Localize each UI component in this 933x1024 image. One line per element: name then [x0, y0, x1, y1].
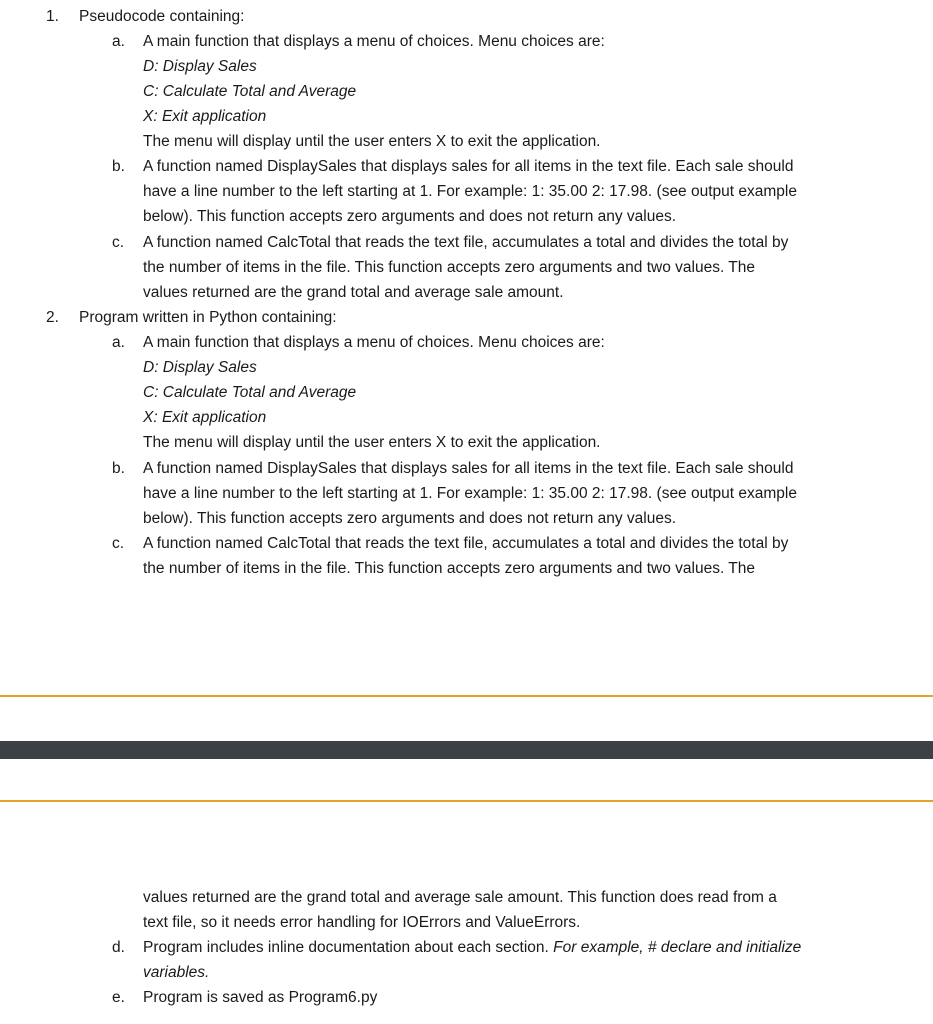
item-line: text file, so it needs error handling for IOErrors and ValueErrors.	[143, 914, 581, 931]
item-line: A function named DisplaySales that displays sales for all items in the text file. Each sale should	[143, 460, 794, 477]
item-note: The menu will display until the user enters X to exit the application.	[143, 133, 601, 150]
item-text: Program is saved as Program6.py	[143, 989, 378, 1006]
page-break-line-top	[0, 695, 933, 697]
menu-choice: C: Calculate Total and Average	[143, 83, 357, 100]
item-note: The menu will display until the user enters X to exit the application.	[143, 434, 601, 451]
item-line: have a line number to the left starting at 1. For example: 1: 35.00 2: 17.98. (see output example	[143, 485, 797, 502]
doc-requirement: Program includes inline documentation about each section.	[143, 939, 554, 956]
section-number: 1.	[46, 8, 59, 25]
item-line: A function named CalcTotal that reads the text file, accumulates a total and divides the total by	[143, 535, 789, 552]
item-text: A main function that displays a menu of choices. Menu choices are:	[143, 334, 605, 351]
page-break-bar	[0, 741, 933, 759]
page-break-line-bottom	[0, 800, 933, 802]
item-marker: b.	[112, 158, 125, 175]
item-marker: c.	[112, 234, 125, 251]
menu-choice: C: Calculate Total and Average	[143, 384, 357, 401]
section-title: Pseudocode containing:	[79, 8, 245, 25]
item-marker: b.	[112, 460, 125, 477]
item-line: below). This function accepts zero arguments and does not return any values.	[143, 208, 677, 225]
item-line: the number of items in the file. This function accepts zero arguments and two values. The	[143, 259, 756, 276]
item-line: values returned are the grand total and average sale amount. This function does read from a	[143, 889, 777, 906]
section-title: Program written in Python containing:	[79, 309, 337, 326]
item-line: have a line number to the left starting at 1. For example: 1: 35.00 2: 17.98. (see output example	[143, 183, 797, 200]
item-marker: a.	[112, 33, 125, 50]
item-marker: e.	[112, 989, 125, 1006]
item-line: the number of items in the file. This function accepts zero arguments and two values. The	[143, 560, 756, 577]
item-text	[143, 938, 801, 958]
doc-example: For example, # declare and initialize	[553, 939, 802, 956]
doc-example-continued: variables.	[143, 964, 210, 981]
menu-choice: X: Exit application	[143, 409, 267, 426]
item-line: values returned are the grand total and average sale amount.	[143, 284, 564, 301]
item-marker: c.	[112, 535, 125, 552]
item-line: below). This function accepts zero arguments and does not return any values.	[143, 510, 677, 527]
item-text: A main function that displays a menu of choices. Menu choices are:	[143, 33, 605, 50]
item-marker: d.	[112, 939, 125, 956]
item-line: A function named CalcTotal that reads the text file, accumulates a total and divides the total by	[143, 234, 789, 251]
document-page-2	[0, 803, 933, 1024]
menu-choice: D: Display Sales	[143, 58, 257, 75]
section-number: 2.	[46, 309, 59, 326]
menu-choice: D: Display Sales	[143, 359, 257, 376]
item-marker: a.	[112, 334, 125, 351]
item-line: A function named DisplaySales that displays sales for all items in the text file. Each sale should	[143, 158, 794, 175]
menu-choice: X: Exit application	[143, 108, 267, 125]
